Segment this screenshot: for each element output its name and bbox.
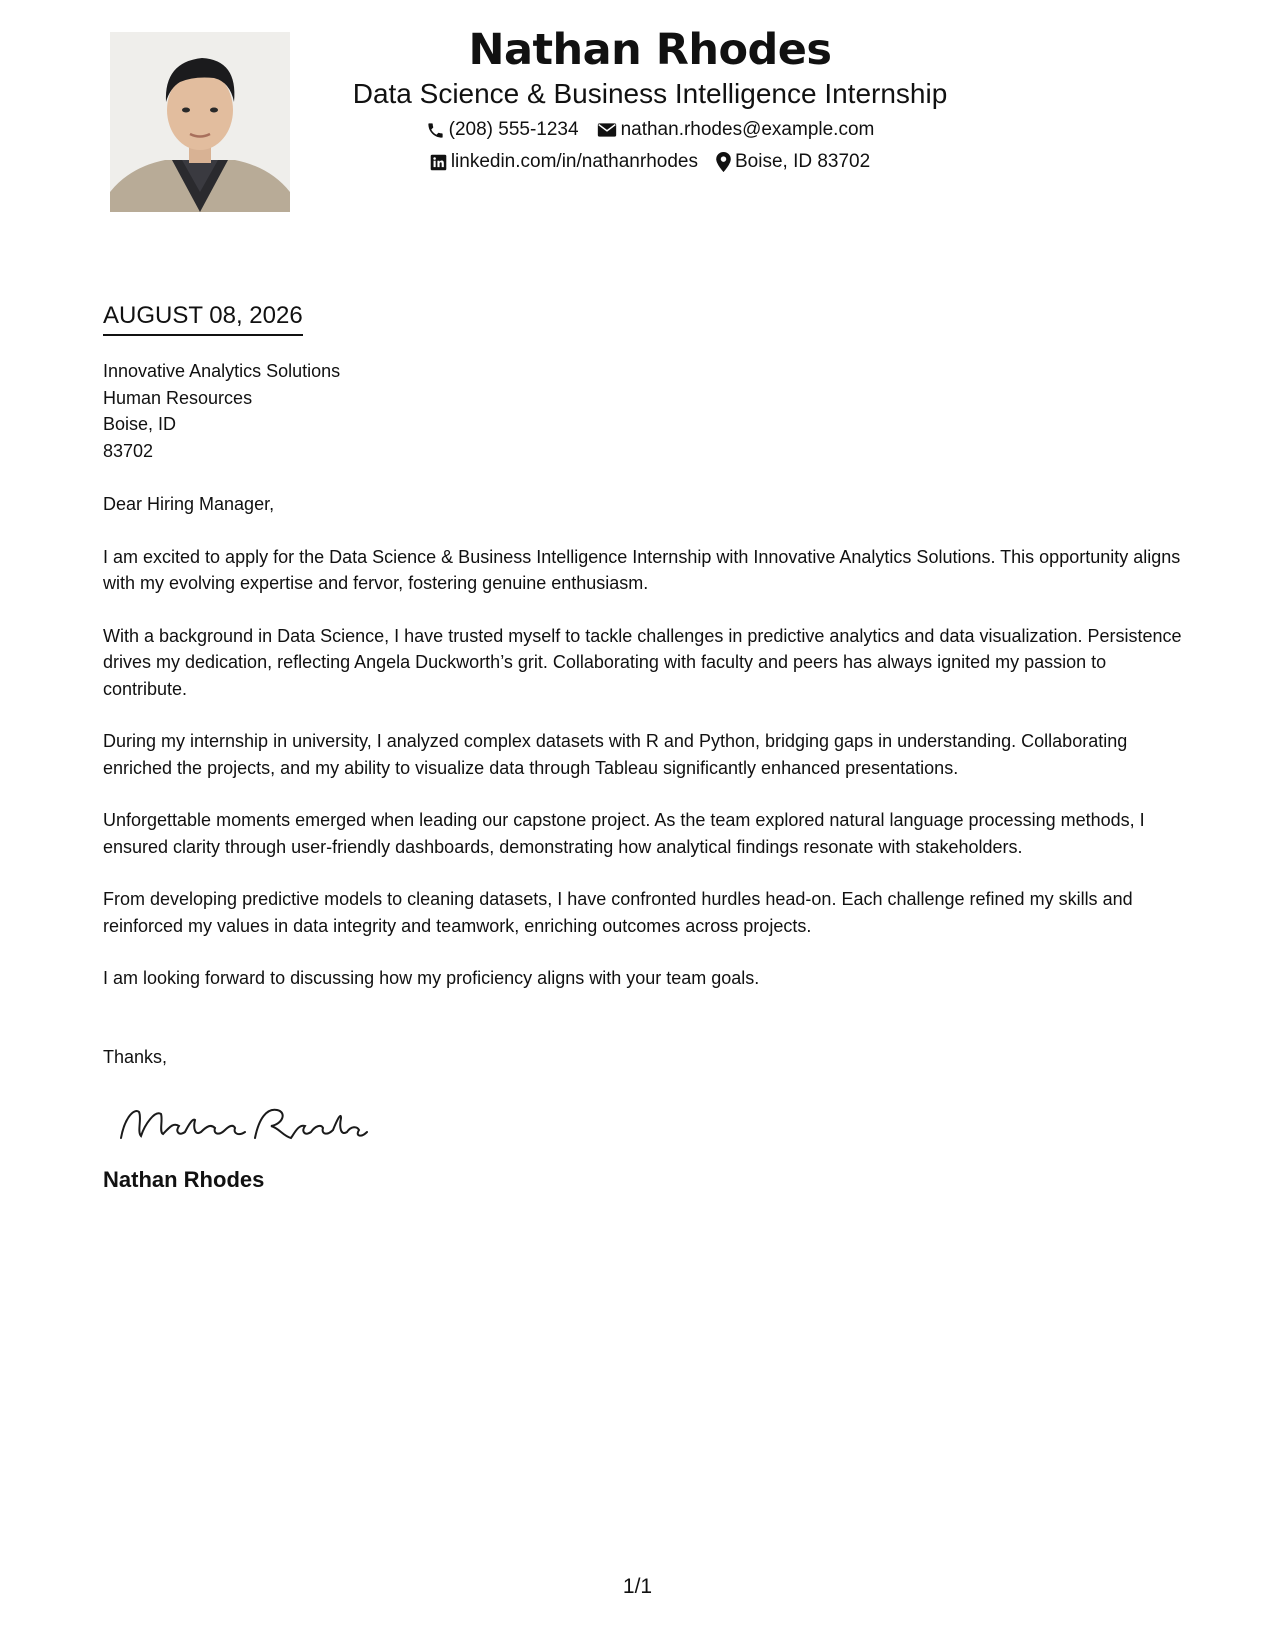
signature-image	[115, 1098, 1183, 1150]
signer-name: Nathan Rhodes	[103, 1167, 265, 1192]
profile-photo	[110, 32, 290, 212]
handwritten-signature	[115, 1098, 375, 1150]
linkedin-contact[interactable]	[430, 150, 698, 174]
body-paragraph: From developing predictive models to cleaning datasets, I have confronted hurdles head-on. Each challenge refined my skills and reinforced my values in data integrity and teamwork, enriching outcomes across projects.	[103, 889, 1133, 936]
map-pin-icon	[716, 152, 731, 172]
body-paragraph: I am looking forward to discussing how my proficiency aligns with your team goals.	[103, 968, 760, 988]
recipient-city-state: Boise, ID	[103, 414, 177, 434]
linkedin-url[interactable]: linkedin.com/in/nathanrhodes	[450, 151, 698, 172]
page-number: 1/1	[622, 1575, 653, 1598]
body-paragraph: With a background in Data Science, I have trusted myself to tackle challenges in predictive analytics and data visualization. Persistence drives my dedication, reflecting Angela Duckworth’s grit. Collaborating with faculty and peers has always ignited my passion to contribute.	[103, 625, 1182, 699]
salutation: Dear Hiring Manager,	[103, 494, 275, 514]
applicant-name: Nathan Rhodes	[468, 25, 832, 75]
email-address[interactable]: nathan.rhodes@example.com	[620, 119, 875, 140]
letter-header	[300, 22, 1000, 174]
date-block	[103, 298, 303, 336]
recipient-company: Innovative Analytics Solutions	[103, 361, 341, 381]
recipient-department: Human Resources	[103, 387, 253, 408]
letter-date: AUGUST 08, 2026	[103, 298, 303, 336]
body-paragraph: I am excited to apply for the Data Science & Business Intelligence Internship with Innovative Analytics Solutions. This opportunity aligns with my evolving expertise and fervor, fostering genuine enthusiasm.	[103, 546, 1181, 593]
letter-body	[103, 358, 1183, 1194]
linkedin-icon	[430, 154, 447, 171]
closing: Thanks,	[103, 1046, 168, 1067]
phone-icon	[426, 121, 445, 140]
location-text: Boise, ID 83702	[734, 151, 871, 172]
email-contact[interactable]	[597, 118, 875, 142]
body-paragraph: During my internship in university, I analyzed complex datasets with R and Python, bridging gaps in understanding. Collaborating enriched the projects, and my ability to visualize data through Tableau significantly enhanced presentations.	[103, 731, 1128, 778]
recipient-address	[103, 358, 1183, 464]
body-paragraph: Unforgettable moments emerged when leading our capstone project. As the team explored natural language processing methods, I ensured clarity through user-friendly dashboards, demonstrating how analytical findings resonate with stakeholders.	[103, 810, 1145, 857]
phone-number: (208) 555-1234	[448, 119, 579, 140]
recipient-zip: 83702	[103, 440, 154, 461]
location-contact	[716, 150, 870, 174]
position-title: Data Science & Business Intelligence Internship	[352, 78, 948, 109]
contact-row-2	[300, 150, 1000, 174]
person-portrait	[110, 32, 290, 212]
envelope-icon	[597, 122, 617, 138]
contact-row-1	[300, 118, 1000, 142]
phone-contact	[426, 118, 579, 142]
